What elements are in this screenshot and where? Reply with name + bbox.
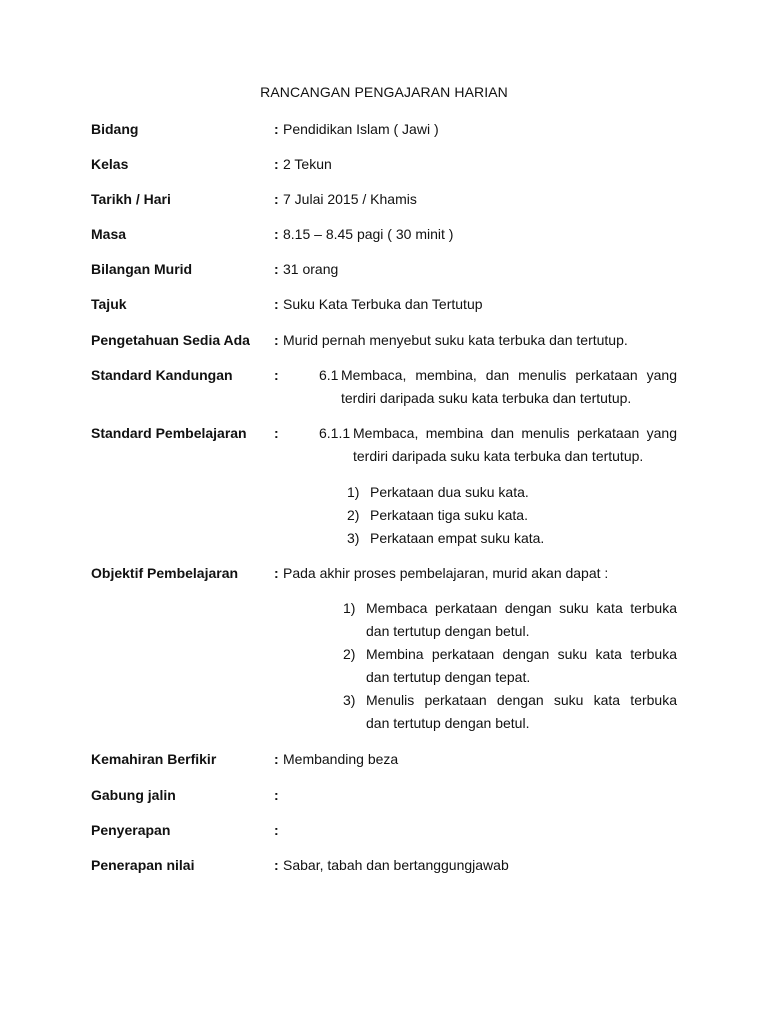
list-number: 3) [343, 692, 356, 708]
list-number: 1) [347, 484, 360, 500]
field-label: Pengetahuan Sedia Ada [91, 332, 250, 348]
list-text: Perkataan tiga suku kata. [370, 507, 528, 523]
standard-line: terdiri daripada suku kata terbuka dan tertutup. [341, 390, 632, 406]
field-label: Standard Kandungan [91, 367, 233, 383]
field-colon: : [274, 367, 279, 383]
list-item [343, 689, 677, 735]
field-label: Kelas [91, 156, 129, 172]
field-colon: : [274, 425, 279, 441]
field-value: Membanding beza [283, 751, 399, 767]
field-colon: : [274, 191, 279, 207]
list-text: Perkataan empat suku kata. [370, 530, 545, 546]
field-colon: : [274, 296, 279, 312]
standard-line: terdiri daripada suku kata terbuka dan tertutup. [353, 448, 644, 464]
list-text: dan tertutup dengan betul. [366, 623, 530, 639]
field-label: Tarikh / Hari [91, 191, 171, 207]
field-label: Gabung jalin [91, 787, 176, 803]
field-value: Pada akhir proses pembelajaran, murid akan dapat : [283, 565, 609, 581]
list-item [347, 481, 681, 504]
field-label: Masa [91, 226, 127, 242]
field-label: Standard Pembelajaran [91, 425, 247, 441]
list-item [343, 597, 677, 643]
standard-line: Membaca, membina dan menulis perkataan yang [353, 425, 677, 441]
standard-pembelajaran-list [347, 481, 681, 550]
field-value: Pendidikan Islam ( Jawi ) [283, 121, 439, 137]
list-number: 1) [343, 600, 356, 616]
standard-number: 6.1.1 [319, 425, 351, 441]
list-text: Membaca perkataan dengan suku kata terbuka [366, 600, 677, 616]
field-colon: : [274, 857, 279, 873]
field-label: Kemahiran Berfikir [91, 751, 217, 767]
field-label: Bilangan Murid [91, 261, 193, 277]
field-value: 2 Tekun [283, 156, 332, 172]
list-text: Membina perkataan dengan suku kata terbuka [366, 646, 677, 662]
list-item [347, 527, 681, 550]
list-number: 2) [347, 507, 360, 523]
field-label: Bidang [91, 121, 139, 137]
objektif-list [343, 597, 677, 735]
field-label: Tajuk [91, 296, 127, 312]
list-text: Perkataan dua suku kata. [370, 484, 529, 500]
field-colon: : [274, 226, 279, 242]
field-colon: : [274, 261, 279, 277]
field-value: Sabar, tabah dan bertanggungjawab [283, 857, 509, 873]
standard-line: Membaca, membina, dan menulis perkataan yang [341, 367, 677, 383]
field-colon: : [274, 121, 279, 137]
list-text: Menulis perkataan dengan suku kata terbuka [366, 692, 677, 708]
field-label: Penerapan nilai [91, 857, 195, 873]
field-value: 31 orang [283, 261, 339, 277]
field-colon: : [274, 787, 279, 803]
list-text: dan tertutup dengan betul. [366, 715, 530, 731]
standard-number: 6.1 [319, 367, 339, 383]
field-colon: : [274, 332, 279, 348]
list-item [347, 504, 681, 527]
field-value: Murid pernah menyebut suku kata terbuka dan tertutup. [283, 332, 628, 348]
list-item [343, 643, 677, 689]
field-colon: : [274, 156, 279, 172]
document-title: RANCANGAN PENGAJARAN HARIAN [260, 84, 508, 100]
list-number: 3) [347, 530, 360, 546]
field-value: Suku Kata Terbuka dan Tertutup [283, 296, 483, 312]
field-value: 7 Julai 2015 / Khamis [283, 191, 417, 207]
field-label: Objektif Pembelajaran [91, 565, 239, 581]
field-value: 8.15 – 8.45 pagi ( 30 minit ) [283, 226, 454, 242]
field-colon: : [274, 751, 279, 767]
field-colon: : [274, 565, 279, 581]
field-label: Penyerapan [91, 822, 171, 838]
list-number: 2) [343, 646, 356, 662]
field-colon: : [274, 822, 279, 838]
list-text: dan tertutup dengan tepat. [366, 669, 531, 685]
